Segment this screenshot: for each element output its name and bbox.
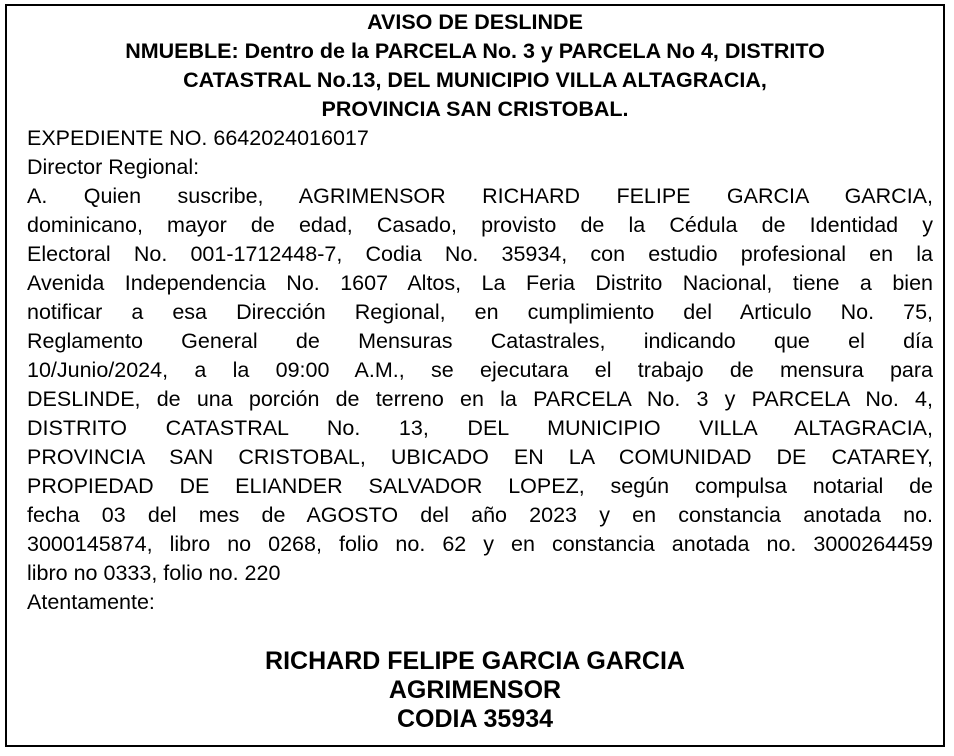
body-line: PROVINCIA SAN CRISTOBAL, UBICADO EN LA COMUNIDAD DE CATAREY,	[27, 445, 933, 469]
body-line: PROPIEDAD DE ELIANDER SALVADOR LOPEZ, según compulsa notarial de	[27, 474, 933, 498]
body-line: DISTRITO CATASTRAL No. 13, DEL MUNICIPIO VILLA ALTAGRACIA,	[27, 416, 933, 440]
subject-line: CATASTRAL No.13, DEL MUNICIPIO VILLA ALTAGRACIA,	[183, 68, 767, 92]
body-line: A. Quien suscribe, AGRIMENSOR RICHARD FELIPE GARCIA GARCIA,	[27, 184, 933, 208]
notice-frame	[5, 4, 945, 747]
notice-title: AVISO DE DESLINDE	[367, 10, 583, 34]
body-line: Avenida Independencia No. 1607 Altos, La Feria Distrito Nacional, tiene a bien	[27, 271, 933, 295]
body-line: libro no 0333, folio no. 220	[27, 561, 281, 585]
signatory-codia: CODIA 35934	[396, 705, 554, 733]
body-line: notificar a esa Dirección Regional, en cumplimiento del Articulo No. 75,	[27, 300, 933, 324]
signatory-name: RICHARD FELIPE GARCIA GARCIA	[265, 647, 685, 675]
subject-line: NMUEBLE: Dentro de la PARCELA No. 3 y PARCELA No 4, DISTRITO	[125, 39, 825, 63]
body-line: Electoral No. 001-1712448-7, Codia No. 35934, con estudio profesional en la	[27, 242, 933, 266]
expediente-number: EXPEDIENTE NO. 6642024016017	[27, 126, 369, 150]
body-line: fecha 03 del mes de AGOSTO del año 2023 y en constancia anotada no.	[27, 503, 933, 527]
body-line: DESLINDE, de una porción de terreno en la PARCELA No. 3 y PARCELA No. 4,	[27, 387, 933, 411]
signatory-title: AGRIMENSOR	[388, 676, 562, 704]
body-line: dominicano, mayor de edad, Casado, provisto de la Cédula de Identidad y	[27, 213, 933, 237]
closing: Atentamente:	[27, 590, 155, 614]
body-line: 3000145874, libro no 0268, folio no. 62 y en constancia anotada no. 3000264459	[27, 532, 933, 556]
subject-line: PROVINCIA SAN CRISTOBAL.	[321, 97, 629, 121]
addressee: Director Regional:	[27, 155, 200, 179]
body-line: Reglamento General de Mensuras Catastrales, indicando que el día	[27, 329, 933, 353]
body-line: 10/Junio/2024, a la 09:00 A.M., se ejecutara el trabajo de mensura para	[27, 358, 933, 382]
